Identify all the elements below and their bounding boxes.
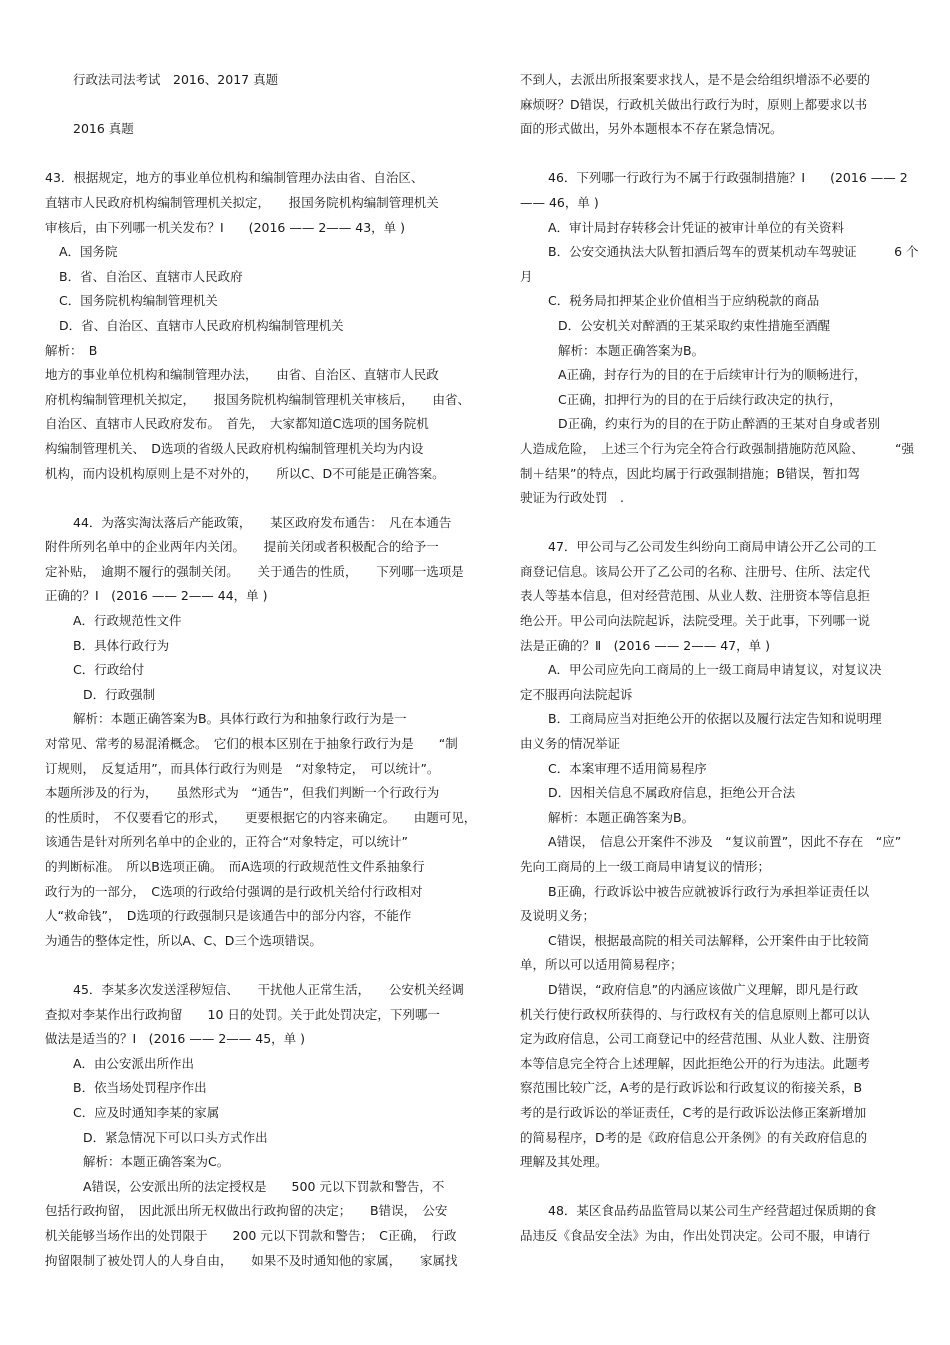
question-47-option-c: C．本案审理不适用简易程序 xyxy=(548,760,707,776)
question-43-option-d: D．省、自治区、直辖市人民政府机构编制管理机关 xyxy=(59,317,344,333)
question-46-analysis: 解析：本题正确答案为B。 xyxy=(558,342,705,358)
question-45-option-b: B．依当场处罚程序作出 xyxy=(73,1080,207,1096)
question-48 xyxy=(520,1199,930,1248)
question-46-option-b: B．公安交通执法大队暂扣酒后驾车的贾某机动车驾驶证 6 个 xyxy=(548,244,919,260)
question-47-option-d: D．因相关信息不属政府信息，拒绝公开合法 xyxy=(548,785,796,801)
question-44-analysis: 解析：本题正确答案为B。具体行政行为和抽象行政行为是一 xyxy=(73,711,407,727)
question-43-analysis: 解析： B xyxy=(45,342,98,358)
question-44-option-c: C．行政给付 xyxy=(73,662,145,678)
question-44-analysis: 政行为的一部分， C选项的行政给付强调的是行政机关给付行政相对 xyxy=(45,883,423,899)
question-46-analysis: A正确，封存行为的目的在于后续审计行为的顺畅进行， xyxy=(558,367,867,383)
question-43-analysis: 府机构编制管理机关拟定， 报国务院机构编制管理机关审核后， 由省、 xyxy=(45,391,471,407)
question-45-option-d: D．紧急情况下可以口头方式作出 xyxy=(83,1129,268,1145)
question-43-analysis: 机构，而内设机构原则上是不对外的， 所以C、D不可能是正确答案。 xyxy=(45,465,445,481)
question-44-analysis: 对常见、常考的易混淆概念。 它们的根本区别在于抽象行政行为是 “制 xyxy=(45,736,458,752)
question-45-analysis-continued: 麻烦呀？D错误，行政机关做出行政行为时，原则上都要求以书 xyxy=(520,96,868,112)
question-44-analysis: 本题所涉及的行为， 虽然形式为 “通告”，但我们判断一个行政行为 xyxy=(45,785,440,801)
question-47-analysis: 本等信息完全符合上述理解，因此拒绝公开的行为违法。此题考 xyxy=(520,1055,871,1071)
question-43-analysis: 地方的事业单位机构和编制管理办法， 由省、自治区、直辖市人民政 xyxy=(45,367,439,383)
question-43 xyxy=(45,166,470,486)
question-44-analysis: 人“救命钱”， D选项的行政强制只是该通告中的部分内容，不能作 xyxy=(45,908,412,924)
question-45-analysis-continued: 面的形式做出，另外本题根本不存在紧急情况。 xyxy=(520,121,783,137)
question-43-option-c: C．国务院机构编制管理机关 xyxy=(59,293,218,309)
question-43-option-b: B．省、自治区、直辖市人民政府 xyxy=(59,268,243,284)
question-44-text: 44．为落实淘汰落后产能政策， 某区政府发布通告： 凡在本通告 xyxy=(73,514,452,530)
question-47 xyxy=(520,535,930,1174)
question-47-analysis: C错误，根据最高院的相关司法解释，公开案件由于比较简 xyxy=(548,932,870,948)
question-45-text: 查拟对李某作出行政拘留 10 日的处罚。关于此处罚决定，下列哪一 xyxy=(45,1006,440,1022)
question-47-option-b-continued: 由义务的情况举证 xyxy=(520,736,621,752)
question-45-continued xyxy=(520,68,930,142)
question-44-option-a: A．行政规范性文件 xyxy=(73,613,182,629)
question-47-analysis: 考的是行政诉讼的举证责任，C考的是行政诉讼法修正案新增加 xyxy=(520,1104,867,1120)
question-46-option-c: C．税务局扣押某企业价值相当于应纳税款的商品 xyxy=(548,293,820,309)
question-46-option-d: D．公安机关对醉酒的王某采取约束性措施至酒醒 xyxy=(558,317,831,333)
question-47-analysis-head: 解析：本题正确答案为B。 xyxy=(548,809,695,825)
question-47-analysis: B正确，行政诉讼中被告应就被诉行政行为承担举证责任以 xyxy=(548,883,870,899)
question-44 xyxy=(45,511,477,954)
question-47-text: 法是正确的？Ⅱ (2016 —— 2—— 47，单 ) xyxy=(520,637,770,653)
question-45-analysis: 机关能够当场作出的处罚限于 200 元以下罚款和警告； C正确， 行政 xyxy=(45,1227,457,1243)
page-header: 行政法司法考试 2016、2017 真题 xyxy=(73,72,279,87)
question-47-analysis: 的简易程序，D考的是《政府信息公开条例》的有关政府信息的 xyxy=(520,1129,868,1145)
question-47-analysis: A错误， 信息公开案件不涉及 “复议前置”，因此不存在 “应” xyxy=(548,834,902,850)
question-47-analysis: 单，所以可以适用简易程序； xyxy=(520,957,683,973)
question-44-text: 附件所列名单中的企业两年内关闭。 提前关闭或者积极配合的给予一 xyxy=(45,539,439,555)
question-44-analysis: 该通告是针对所列名单中的企业的，正符合“对象特定，可以统计” xyxy=(45,834,408,850)
question-43-text: 43．根据规定，地方的事业单位机构和编制管理办法由省、自治区、 xyxy=(45,170,424,186)
question-47-option-b: B．工商局应当对拒绝公开的依据以及履行法定告知和说明理 xyxy=(548,711,882,727)
left-column xyxy=(45,68,477,1273)
question-44-text: 定补贴， 逾期不履行的强制关闭。 关于通告的性质， 下列哪一选项是 xyxy=(45,563,464,579)
question-46-text: —— 46，单 ) xyxy=(520,194,599,210)
question-45 xyxy=(45,978,470,1273)
question-48-text: 品违反《食品安全法》为由，作出处罚决定。公司不服，申请行 xyxy=(520,1227,871,1243)
question-45-analysis: A错误，公安派出所的法定授权是 500 元以下罚款和警告，不 xyxy=(83,1178,445,1194)
question-46-option-b-continued: 月 xyxy=(520,268,533,284)
question-46-analysis: 驶证为行政处罚 . xyxy=(520,490,624,506)
year-heading: 2016 真题 xyxy=(73,121,134,137)
question-47-analysis: 理解及其处理。 xyxy=(520,1154,608,1170)
question-47-analysis: 先向工商局的上一级工商局申请复议的情形； xyxy=(520,859,771,874)
question-45-analysis: 拘留限制了被处罚人的人身自由， 如果不及时通知他的家属， 家属找 xyxy=(45,1252,458,1268)
right-column xyxy=(520,68,930,1249)
question-47-option-a: A．甲公司应先向工商局的上一级工商局申请复议，对复议决 xyxy=(548,662,882,678)
question-46-analysis: 制＋结果”的特点，因此均属于行政强制措施；B错误，暂扣驾 xyxy=(520,465,861,481)
question-46-text: 46．下列哪一行政行为不属于行政强制措施？Ⅰ (2016 —— 2 xyxy=(548,170,908,186)
question-47-analysis: 及说明义务； xyxy=(520,908,596,924)
question-47-analysis: 机关行使行政权所获得的、与行政权有关的信息原则上都可以认 xyxy=(520,1006,871,1022)
question-44-option-b: B．具体行政行为 xyxy=(73,637,170,653)
question-45-analysis-continued: 不到人，去派出所报案要求找人，是不是会给组织增添不必要的 xyxy=(520,72,871,87)
question-47-option-a-continued: 定不服再向法院起诉 xyxy=(520,686,633,702)
question-47-text: 商登记信息。该局公开了乙公司的名称、注册号、住所、法定代 xyxy=(520,563,871,579)
question-48-text: 48．某区食品药品监管局以某公司生产经营超过保质期的食 xyxy=(548,1203,877,1219)
question-47-analysis: 定为政府信息，公司工商登记中的经营范围、从业人数、注册资 xyxy=(520,1031,871,1047)
question-47-text: 47．甲公司与乙公司发生纠纷向工商局申请公开乙公司的工 xyxy=(548,539,877,555)
question-46-option-a: A．审计局封存转移会计凭证的被审计单位的有关资料 xyxy=(548,219,845,235)
question-44-text: 正确的？Ⅰ (2016 —— 2—— 44，单 ) xyxy=(45,588,268,604)
question-46-analysis: 人造成危险， 上述三个行为完全符合行政强制措施防范风险、 “强 xyxy=(520,440,914,456)
question-43-analysis: 自治区、直辖市人民政府发布。 首先， 大家都知道C选项的国务院机 xyxy=(45,416,429,432)
question-47-analysis: 察范围比较广泛，A考的是行政诉讼和行政复议的衔接关系，B xyxy=(520,1080,863,1096)
question-45-analysis: 包括行政拘留， 因此派出所无权做出行政拘留的决定； B错误， 公安 xyxy=(45,1203,448,1219)
question-46-analysis: D正确，约束行为的目的在于防止醉酒的王某对自身或者别 xyxy=(558,416,881,432)
question-45-text: 45．李某多次发送淫秽短信、 干扰他人正常生活， 公安机关经调 xyxy=(73,981,464,997)
question-45-analysis: 解析：本题正确答案为C。 xyxy=(83,1154,230,1170)
question-45-option-a: A．由公安派出所作出 xyxy=(73,1055,195,1071)
question-46 xyxy=(520,166,930,510)
question-44-analysis: 的判断标准。 所以B选项正确。 而A选项的行政规范性文件系抽象行 xyxy=(45,859,425,874)
question-45-text: 做法是适当的？Ⅰ (2016 —— 2—— 45，单 ) xyxy=(45,1031,306,1047)
question-43-option-a: A．国务院 xyxy=(59,244,118,260)
question-44-analysis: 为通告的整体定性，所以A、C、D三个选项错误。 xyxy=(45,932,322,948)
question-47-text: 表人等基本信息，但对经营范围、从业人数、注册资本等信息拒 xyxy=(520,588,871,604)
question-46-analysis: C正确，扣押行为的目的在于后续行政决定的执行， xyxy=(558,391,842,407)
question-43-analysis: 构编制管理机关、 D选项的省级人民政府机构编制管理机关均为内设 xyxy=(45,440,424,456)
question-44-option-d: D．行政强制 xyxy=(83,686,156,702)
question-45-option-c: C．应及时通知李某的家属 xyxy=(73,1104,220,1120)
question-47-text: 绝公开。甲公司向法院起诉，法院受理。关于此事，下列哪一说 xyxy=(520,613,871,629)
question-44-analysis: 订规则， 反复适用”，而具体行政行为则是 “对象特定， 可以统计”。 xyxy=(45,760,440,776)
question-47-analysis: D错误，“政府信息”的内涵应该做广义理解，即凡是行政 xyxy=(548,981,859,997)
question-43-text: 直辖市人民政府机构编制管理机关拟定， 报国务院机构编制管理机关 xyxy=(45,194,439,210)
question-44-analysis: 的性质时， 不仅要看它的形式， 更要根据它的内容来确定。 由题可见， xyxy=(45,809,477,825)
question-43-text: 审核后，由下列哪一机关发布？Ⅰ (2016 —— 2—— 43，单 ) xyxy=(45,219,406,235)
